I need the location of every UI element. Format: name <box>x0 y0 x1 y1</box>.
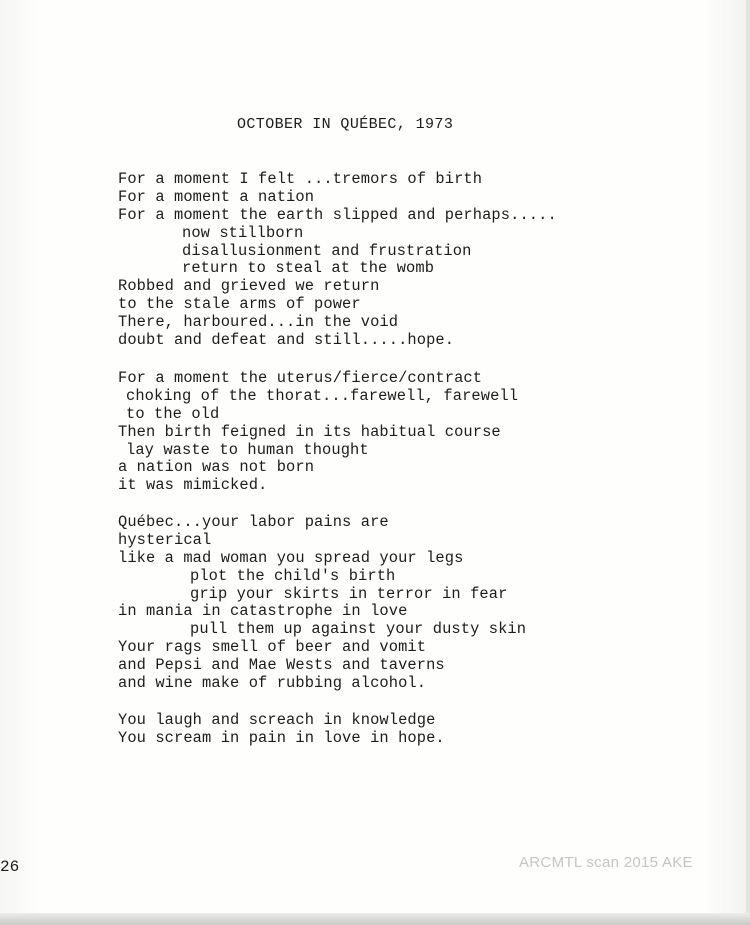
poem-line: You scream in pain in love in hope. <box>118 728 445 747</box>
poem-line: Québec...your labor pains are <box>118 513 389 531</box>
stanza-1 <box>118 171 557 350</box>
poem-line: disallusionment and frustration <box>182 241 472 260</box>
poem-line: Your rags smell of beer and vomit <box>118 638 427 657</box>
poem-line: Robbed and grieved we return <box>118 277 380 296</box>
page-edge-bottom <box>0 913 750 925</box>
stanza-2 <box>118 370 518 495</box>
poem-line: pull them up against your dusty skin <box>190 620 527 639</box>
poem-line: and Pepsi and Mae Wests and taverns <box>118 656 445 675</box>
poem-line: like a mad woman you spread your legs <box>118 548 464 567</box>
poem-line: For a moment a nation <box>118 187 315 206</box>
poem-line: to the old <box>126 404 220 423</box>
scan-watermark: ARCMTL scan 2015 AKE <box>519 854 693 871</box>
poem-line: to the stale arms of power <box>118 295 361 314</box>
poem-line: it was mimicked. <box>118 476 268 495</box>
poem-line: Then birth feigned in its habitual course <box>118 422 501 441</box>
stanza-4 <box>118 712 445 748</box>
poem-line: For a moment I felt ...tremors of birth <box>118 170 483 188</box>
poem-line: choking of the thorat...farewell, farewell <box>126 386 519 405</box>
page-number: 26 <box>0 858 20 876</box>
poem-title: OCTOBER IN QUÉBEC, 1973 <box>237 116 454 133</box>
poem-line: and wine make of rubbing alcohol. <box>118 674 427 693</box>
poem-line: a nation was not born <box>118 458 315 477</box>
poem-line: grip your skirts in terror in fear <box>190 584 508 603</box>
poem-line: return to steal at the womb <box>182 259 435 278</box>
poem-line: For a moment the uterus/fierce/contract <box>118 369 483 387</box>
page-edge-right <box>746 0 750 925</box>
poem-line: now stillborn <box>182 223 304 242</box>
poem-line: hysterical <box>118 530 212 549</box>
poem-line: lay waste to human thought <box>126 440 369 459</box>
poem-line: doubt and defeat and still.....hope. <box>118 331 455 350</box>
stanza-3 <box>118 514 526 693</box>
poem-line: There, harboured...in the void <box>118 313 399 332</box>
poem-line: in mania in catastrophe in love <box>118 602 408 621</box>
poem-line: plot the child's birth <box>190 566 396 585</box>
poem-line: You laugh and screach in knowledge <box>118 711 436 729</box>
poem-line: For a moment the earth slipped and perhaps..... <box>118 205 557 224</box>
